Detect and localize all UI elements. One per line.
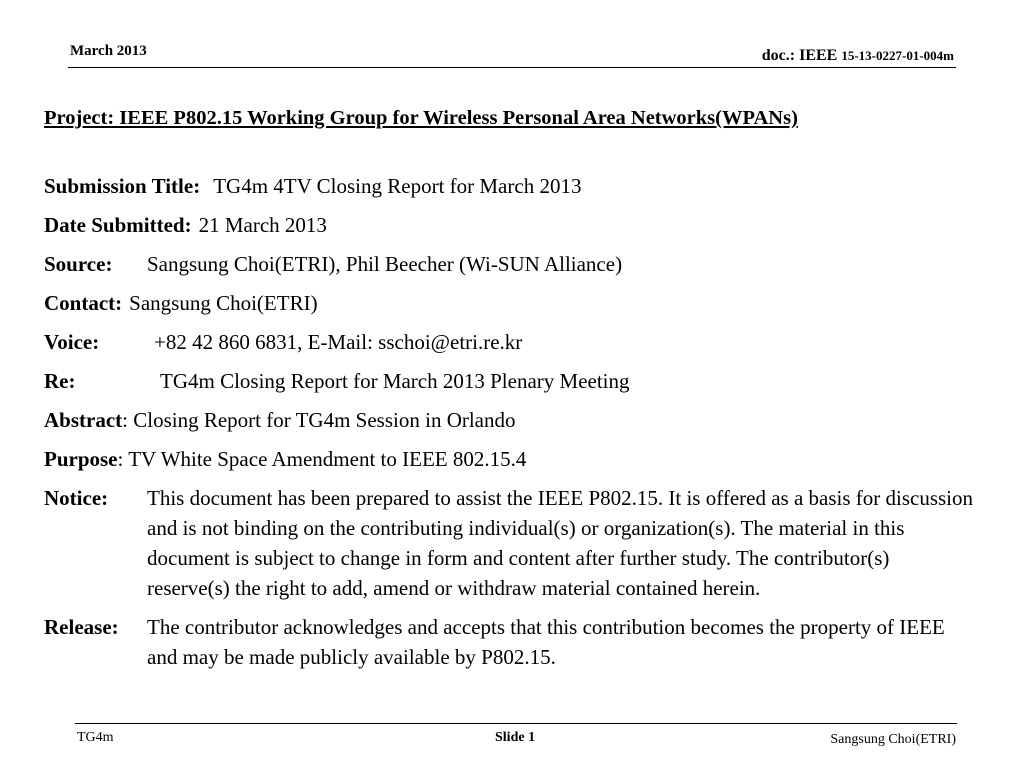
submission-title-value: TG4m 4TV Closing Report for March 2013 bbox=[213, 174, 582, 198]
date-submitted-row bbox=[44, 210, 1004, 240]
purpose-label: Purpose bbox=[44, 447, 118, 471]
release-row bbox=[44, 612, 1004, 672]
footer-group: TG4m bbox=[77, 730, 114, 745]
slide-number: Slide 1 bbox=[495, 730, 536, 745]
doc-number: 15-13-0227-01-004m bbox=[841, 48, 954, 63]
footer-author: Sangsung Choi(ETRI) bbox=[830, 732, 956, 747]
purpose-value: : TV White Space Amendment to IEEE 802.15.4 bbox=[117, 447, 527, 471]
project-title: Project: IEEE P802.15 Working Group for Wireless Personal Area Networks(WPANs) bbox=[44, 107, 798, 129]
header-date: March 2013 bbox=[70, 43, 147, 59]
release-value: The contributor acknowledges and accepts that this contribution becomes the property of IEEE and may be made publicly available by P802.15. bbox=[147, 615, 945, 669]
re-value: TG4m Closing Report for March 2013 Plenary Meeting bbox=[160, 369, 630, 393]
voice-value: +82 42 860 6831, E-Mail: sschoi@etri.re.kr bbox=[154, 330, 523, 354]
footer-divider bbox=[75, 723, 957, 724]
notice-value: This document has been prepared to assist the IEEE P802.15. It is offered as a basis for discussion and is not binding on the contributing individual(s) or organization(s). The material in this document is subject to change in form and content after further study. The contributor(s) reserve(s) the right to add, amend or withdraw material contained herein. bbox=[147, 486, 974, 600]
submission-title-label: Submission Title: bbox=[44, 174, 201, 198]
voice-row bbox=[44, 327, 1004, 357]
re-label: Re: bbox=[44, 369, 76, 393]
abstract-value: : Closing Report for TG4m Session in Orlando bbox=[122, 408, 516, 432]
contact-value: Sangsung Choi(ETRI) bbox=[129, 291, 318, 315]
contact-label: Contact: bbox=[44, 291, 123, 315]
source-value: Sangsung Choi(ETRI), Phil Beecher (Wi-SUN Alliance) bbox=[147, 252, 623, 276]
abstract-label: Abstract bbox=[44, 408, 123, 432]
notice-row bbox=[44, 483, 1004, 603]
voice-label: Voice: bbox=[44, 330, 100, 354]
submission-fields bbox=[44, 171, 1004, 681]
header-doc-id bbox=[762, 47, 954, 65]
abstract-row bbox=[44, 405, 1004, 435]
contact-row bbox=[44, 288, 1004, 318]
purpose-row bbox=[44, 444, 1004, 474]
release-label: Release: bbox=[44, 615, 119, 639]
header-divider bbox=[68, 67, 956, 68]
re-row bbox=[44, 366, 1004, 396]
date-submitted-label: Date Submitted: bbox=[44, 213, 192, 237]
source-label: Source: bbox=[44, 252, 113, 276]
date-submitted-value: 21 March 2013 bbox=[198, 213, 327, 237]
source-row bbox=[44, 249, 1004, 279]
doc-prefix: doc.: IEEE bbox=[761, 47, 842, 64]
notice-label: Notice: bbox=[44, 486, 109, 510]
submission-title-row bbox=[44, 171, 1004, 201]
